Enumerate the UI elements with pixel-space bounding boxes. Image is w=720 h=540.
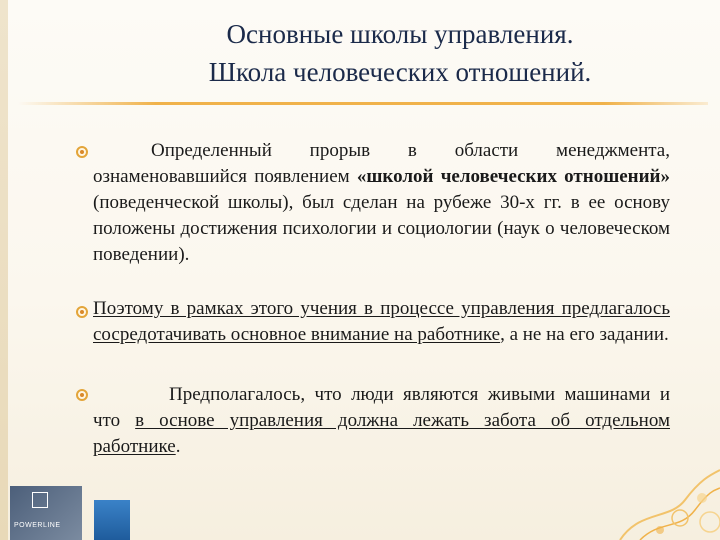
paragraph-1-term: «школой человеческих отношений» [356, 166, 671, 187]
paragraph-3-text-a: Предполагалось, что люди являются живыми машинами и что [93, 384, 670, 431]
slide-title-line2: Школа человеческих отношений. [208, 57, 592, 87]
title-divider [18, 102, 708, 105]
paragraph-3 [93, 382, 670, 460]
logo-square-icon [32, 492, 48, 508]
swirl-decoration [610, 460, 720, 540]
paragraph-3-end: . [175, 436, 181, 457]
paragraph-1-text-b: (поведенческой школы), был сделан на рубеже 30-х гг. в ее основу положены достижения психологии и социологии (наук о человеческом поведении). [93, 192, 670, 265]
powerline-logo [14, 492, 74, 536]
bullet-icon [76, 306, 88, 318]
logo-text: POWERLINE [14, 522, 61, 529]
paragraph-2-text: , а не на его задании. [500, 324, 669, 345]
paragraph-1 [93, 138, 670, 268]
paragraph-3-underlined: в основе управления должна лежать забота об отдельном работнике [93, 410, 670, 457]
paragraph-1-text-a: Определенный прорыв в области менеджмента, ознаменовавшийся появлением [93, 140, 670, 187]
bullet-icon [76, 146, 88, 158]
blue-decor-box [94, 500, 130, 540]
slide-title-line1: Основные школы управления. [226, 19, 574, 49]
paragraph-2 [93, 296, 670, 348]
bullet-icon [76, 389, 88, 401]
left-decor-band [0, 0, 8, 540]
paragraph-2-underlined: Поэтому в рамках этого учения в процессе управления предлагалось сосредотачивать основное внимание на работнике [93, 298, 670, 345]
